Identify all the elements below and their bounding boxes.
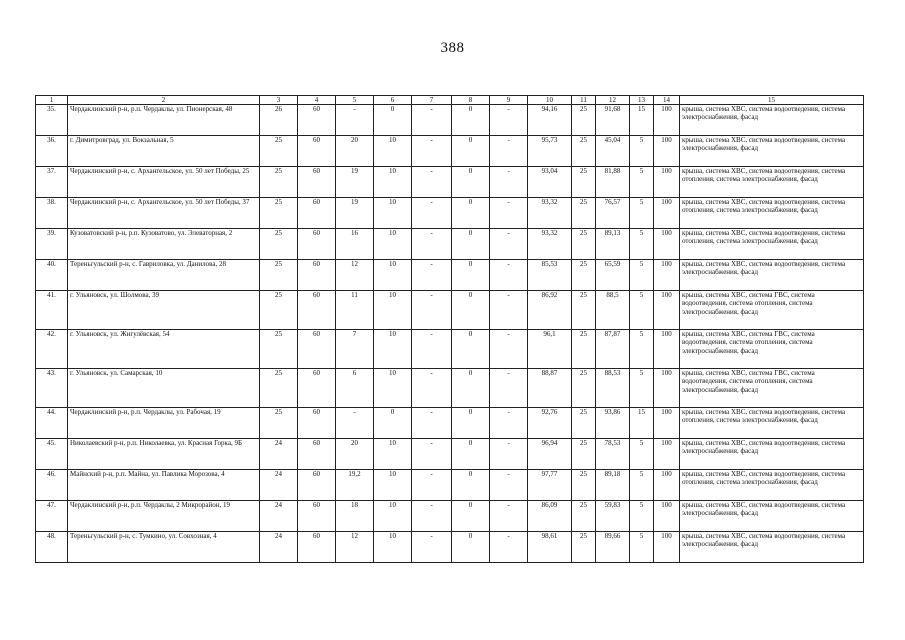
- table-cell-col-9: -: [490, 260, 528, 291]
- table-cell-col-14: 100: [654, 439, 680, 470]
- table-cell-col-7: -: [412, 369, 452, 408]
- table-cell-col-5: 12: [336, 532, 374, 563]
- table-cell-col-7: -: [412, 470, 452, 501]
- column-header-11: 11: [572, 96, 596, 105]
- table-cell-col-10: 95,73: [528, 136, 572, 167]
- table-cell-col-4: 60: [298, 532, 336, 563]
- table-cell-col-1: 40.: [36, 260, 68, 291]
- table-cell-col-13: 15: [630, 408, 654, 439]
- column-header-14: 14: [654, 96, 680, 105]
- table-cell-col-1: 44.: [36, 408, 68, 439]
- table-cell-col-2: Тереньгульский р-н, с. Гавриловка, ул. Данилова, 28: [68, 260, 260, 291]
- table-cell-col-1: 39.: [36, 229, 68, 260]
- table-cell-col-1: 38.: [36, 198, 68, 229]
- table-cell-col-13: 5: [630, 167, 654, 198]
- column-header-13: 13: [630, 96, 654, 105]
- table-cell-col-7: -: [412, 105, 452, 136]
- table-cell-col-2: Майнский р-н, р.п. Майна, ул. Павлика Морозова, 4: [68, 470, 260, 501]
- table-cell-col-8: 0: [452, 167, 490, 198]
- table-cell-col-15: крыша, система ХВС, система водоотведения, система электроснабжения, фасад: [680, 136, 864, 167]
- table-row: [36, 291, 864, 330]
- table-cell-col-10: 92,76: [528, 408, 572, 439]
- table-cell-col-7: -: [412, 136, 452, 167]
- table-cell-col-3: 24: [260, 439, 298, 470]
- table-cell-col-15: крыша, система ХВС, система водоотведения, система отопления, система электроснабжения, фасад: [680, 198, 864, 229]
- table-cell-col-3: 25: [260, 330, 298, 369]
- column-header-15: 15: [680, 96, 864, 105]
- table-cell-col-1: 36.: [36, 136, 68, 167]
- table-cell-col-13: 5: [630, 470, 654, 501]
- column-header-2: 2: [68, 96, 260, 105]
- table-cell-col-8: 0: [452, 330, 490, 369]
- table-cell-col-11: 25: [572, 167, 596, 198]
- table-cell-col-7: -: [412, 330, 452, 369]
- table-cell-col-9: -: [490, 167, 528, 198]
- table-cell-col-5: 12: [336, 260, 374, 291]
- table-cell-col-14: 100: [654, 167, 680, 198]
- table-cell-col-6: 0: [374, 408, 412, 439]
- table-cell-col-2: Чердаклинский р-н, р.п. Чердаклы, ул. Рабочая, 19: [68, 408, 260, 439]
- table-cell-col-13: 5: [630, 291, 654, 330]
- table-cell-col-3: 25: [260, 229, 298, 260]
- table-cell-col-1: 47.: [36, 501, 68, 532]
- table-cell-col-11: 25: [572, 532, 596, 563]
- table-cell-col-9: -: [490, 330, 528, 369]
- table-cell-col-14: 100: [654, 229, 680, 260]
- table-cell-col-1: 48.: [36, 532, 68, 563]
- table-cell-col-1: 45.: [36, 439, 68, 470]
- table-cell-col-14: 100: [654, 260, 680, 291]
- table-cell-col-9: -: [490, 470, 528, 501]
- table-cell-col-12: 89,66: [596, 532, 630, 563]
- table-cell-col-10: 86,92: [528, 291, 572, 330]
- table-row: [36, 439, 864, 470]
- table-cell-col-10: 86,09: [528, 501, 572, 532]
- table-cell-col-15: крыша, система ХВС, система водоотведения, система электроснабжения, фасад: [680, 532, 864, 563]
- table-cell-col-2: г. Ульяновск, ул. Жигулёвская, 54: [68, 330, 260, 369]
- table-cell-col-3: 25: [260, 369, 298, 408]
- table-cell-col-15: крыша, система ХВС, система водоотведения, система электроснабжения, фасад: [680, 105, 864, 136]
- column-header-3: 3: [260, 96, 298, 105]
- table-cell-col-5: 19,2: [336, 470, 374, 501]
- table-cell-col-10: 94,16: [528, 105, 572, 136]
- table-cell-col-8: 0: [452, 501, 490, 532]
- table-cell-col-15: крыша, система ХВС, система водоотведения, система отопления, система электроснабжения, фасад: [680, 408, 864, 439]
- table-cell-col-4: 60: [298, 330, 336, 369]
- table-cell-col-14: 100: [654, 408, 680, 439]
- table-cell-col-2: г. Ульяновск, ул. Самарская, 10: [68, 369, 260, 408]
- table-cell-col-11: 25: [572, 408, 596, 439]
- table-cell-col-5: 19: [336, 167, 374, 198]
- table-cell-col-13: 5: [630, 229, 654, 260]
- table-cell-col-3: 26: [260, 105, 298, 136]
- table-cell-col-11: 25: [572, 501, 596, 532]
- table-cell-col-14: 100: [654, 136, 680, 167]
- table-cell-col-12: 78,53: [596, 439, 630, 470]
- table-cell-col-11: 25: [572, 369, 596, 408]
- table-cell-col-12: 93,86: [596, 408, 630, 439]
- table-cell-col-2: Чердаклинский р-н, р.п. Чердаклы, ул. Пионерская, 48: [68, 105, 260, 136]
- table-cell-col-3: 25: [260, 260, 298, 291]
- column-header-4: 4: [298, 96, 336, 105]
- table-cell-col-8: 0: [452, 408, 490, 439]
- table-cell-col-5: 19: [336, 198, 374, 229]
- table-cell-col-15: крыша, система ХВС, система водоотведения, система отопления, система электроснабжения, фасад: [680, 470, 864, 501]
- table-cell-col-6: 10: [374, 198, 412, 229]
- table-cell-col-3: 24: [260, 501, 298, 532]
- table-row: [36, 532, 864, 563]
- table-cell-col-9: -: [490, 105, 528, 136]
- table-row: [36, 229, 864, 260]
- table-cell-col-6: 10: [374, 229, 412, 260]
- table-cell-col-11: 25: [572, 229, 596, 260]
- table-cell-col-10: 93,32: [528, 198, 572, 229]
- table-cell-col-10: 93,04: [528, 167, 572, 198]
- table-cell-col-11: 25: [572, 260, 596, 291]
- table-cell-col-9: -: [490, 198, 528, 229]
- table-cell-col-4: 60: [298, 291, 336, 330]
- table-cell-col-8: 0: [452, 136, 490, 167]
- table-cell-col-10: 96,94: [528, 439, 572, 470]
- table-cell-col-3: 24: [260, 532, 298, 563]
- table-cell-col-4: 60: [298, 439, 336, 470]
- table-cell-col-5: 6: [336, 369, 374, 408]
- table-cell-col-12: 89,13: [596, 229, 630, 260]
- table-cell-col-5: -: [336, 105, 374, 136]
- table-cell-col-6: 10: [374, 369, 412, 408]
- table-body: [36, 105, 864, 563]
- table-cell-col-7: -: [412, 532, 452, 563]
- table-cell-col-15: крыша, система ХВС, система ГВС, система водоотведения, система отопления, система электроснабжения, фасад: [680, 291, 864, 330]
- column-header-5: 5: [336, 96, 374, 105]
- table-cell-col-7: -: [412, 439, 452, 470]
- table-cell-col-5: 20: [336, 136, 374, 167]
- table-cell-col-14: 100: [654, 330, 680, 369]
- table-cell-col-4: 60: [298, 105, 336, 136]
- table-cell-col-14: 100: [654, 369, 680, 408]
- table-cell-col-1: 43.: [36, 369, 68, 408]
- table-cell-col-15: крыша, система ХВС, система водоотведения, система отопления, система электроснабжения, фасад: [680, 229, 864, 260]
- table-cell-col-5: 7: [336, 330, 374, 369]
- table-cell-col-6: 10: [374, 291, 412, 330]
- column-header-8: 8: [452, 96, 490, 105]
- table-cell-col-1: 42.: [36, 330, 68, 369]
- column-header-6: 6: [374, 96, 412, 105]
- column-header-12: 12: [596, 96, 630, 105]
- table-cell-col-11: 25: [572, 470, 596, 501]
- table-cell-col-4: 60: [298, 501, 336, 532]
- table-cell-col-8: 0: [452, 470, 490, 501]
- table-cell-col-7: -: [412, 291, 452, 330]
- table-cell-col-6: 10: [374, 260, 412, 291]
- table-cell-col-4: 60: [298, 136, 336, 167]
- table-cell-col-15: крыша, система ХВС, система водоотведения, система электроснабжения, фасад: [680, 439, 864, 470]
- table-cell-col-8: 0: [452, 260, 490, 291]
- table-cell-col-10: 97,77: [528, 470, 572, 501]
- table-row: [36, 260, 864, 291]
- table-cell-col-5: 11: [336, 291, 374, 330]
- table-cell-col-1: 35.: [36, 105, 68, 136]
- table-cell-col-15: крыша, система ХВС, система ГВС, система водоотведения, система отопления, система электроснабжения, фасад: [680, 369, 864, 408]
- table-row: [36, 408, 864, 439]
- table-cell-col-14: 100: [654, 532, 680, 563]
- table-cell-col-8: 0: [452, 369, 490, 408]
- registry-table: [35, 95, 864, 563]
- table-cell-col-13: 5: [630, 439, 654, 470]
- table-cell-col-6: 10: [374, 532, 412, 563]
- table-cell-col-4: 60: [298, 470, 336, 501]
- table-cell-col-12: 45,04: [596, 136, 630, 167]
- table-cell-col-5: 20: [336, 439, 374, 470]
- table-cell-col-10: 85,53: [528, 260, 572, 291]
- table-cell-col-12: 87,87: [596, 330, 630, 369]
- page-number: 388: [440, 40, 465, 56]
- table-cell-col-12: 81,88: [596, 167, 630, 198]
- table-cell-col-13: 15: [630, 105, 654, 136]
- table-cell-col-1: 46.: [36, 470, 68, 501]
- table-cell-col-8: 0: [452, 198, 490, 229]
- table-cell-col-11: 25: [572, 105, 596, 136]
- table-cell-col-12: 65,59: [596, 260, 630, 291]
- table-cell-col-2: Чердаклинский р-н, с. Архангельское, ул. 50 лет Победы, 25: [68, 167, 260, 198]
- table-cell-col-11: 25: [572, 136, 596, 167]
- table-cell-col-8: 0: [452, 291, 490, 330]
- table-cell-col-9: -: [490, 136, 528, 167]
- table-cell-col-6: 0: [374, 105, 412, 136]
- table-cell-col-9: -: [490, 229, 528, 260]
- table-cell-col-9: -: [490, 291, 528, 330]
- table-row: [36, 105, 864, 136]
- table-row: [36, 501, 864, 532]
- table-cell-col-1: 37.: [36, 167, 68, 198]
- table-cell-col-6: 10: [374, 167, 412, 198]
- column-header-10: 10: [528, 96, 572, 105]
- table-cell-col-13: 5: [630, 369, 654, 408]
- table-cell-col-6: 10: [374, 439, 412, 470]
- table-cell-col-7: -: [412, 408, 452, 439]
- column-header-9: 9: [490, 96, 528, 105]
- table-cell-col-11: 25: [572, 330, 596, 369]
- table-cell-col-10: 96,1: [528, 330, 572, 369]
- table-row: [36, 136, 864, 167]
- table-cell-col-12: 88,5: [596, 291, 630, 330]
- table-cell-col-6: 10: [374, 470, 412, 501]
- table-cell-col-4: 60: [298, 408, 336, 439]
- table-cell-col-9: -: [490, 369, 528, 408]
- table-cell-col-4: 60: [298, 167, 336, 198]
- table-cell-col-11: 25: [572, 291, 596, 330]
- table-cell-col-3: 25: [260, 408, 298, 439]
- table-cell-col-13: 5: [630, 136, 654, 167]
- table-cell-col-8: 0: [452, 105, 490, 136]
- table-cell-col-13: 5: [630, 260, 654, 291]
- table-cell-col-14: 100: [654, 198, 680, 229]
- table-cell-col-9: -: [490, 501, 528, 532]
- table-cell-col-15: крыша, система ХВС, система водоотведения, система электроснабжения, фасад: [680, 501, 864, 532]
- table-cell-col-3: 25: [260, 198, 298, 229]
- table-cell-col-3: 24: [260, 470, 298, 501]
- table-cell-col-12: 76,57: [596, 198, 630, 229]
- table-cell-col-10: 98,61: [528, 532, 572, 563]
- table-cell-col-8: 0: [452, 229, 490, 260]
- table-cell-col-14: 100: [654, 105, 680, 136]
- table-cell-col-5: 18: [336, 501, 374, 532]
- table-cell-col-12: 88,53: [596, 369, 630, 408]
- table-cell-col-15: крыша, система ХВС, система ГВС, система водоотведения, система отопления, система электроснабжения, фасад: [680, 330, 864, 369]
- table-cell-col-8: 0: [452, 439, 490, 470]
- table-cell-col-9: -: [490, 532, 528, 563]
- table-cell-col-8: 0: [452, 532, 490, 563]
- table-cell-col-10: 88,87: [528, 369, 572, 408]
- table-cell-col-12: 91,68: [596, 105, 630, 136]
- table-cell-col-4: 60: [298, 229, 336, 260]
- table-cell-col-11: 25: [572, 439, 596, 470]
- header-row: [36, 96, 864, 105]
- table-cell-col-3: 25: [260, 291, 298, 330]
- table-row: [36, 470, 864, 501]
- table-cell-col-9: -: [490, 408, 528, 439]
- table-cell-col-9: -: [490, 439, 528, 470]
- table-cell-col-2: Тереньгульский р-н, с. Тумкино, ул. Совхозная, 4: [68, 532, 260, 563]
- table-cell-col-15: крыша, система ХВС, система водоотведения, система отопления, система электроснабжения, фасад: [680, 167, 864, 198]
- table-cell-col-4: 60: [298, 369, 336, 408]
- table-cell-col-1: 41.: [36, 291, 68, 330]
- column-header-1: 1: [36, 96, 68, 105]
- table-cell-col-7: -: [412, 167, 452, 198]
- table-cell-col-4: 60: [298, 260, 336, 291]
- table-row: [36, 369, 864, 408]
- table-cell-col-11: 25: [572, 198, 596, 229]
- table-cell-col-12: 59,83: [596, 501, 630, 532]
- table-cell-col-5: -: [336, 408, 374, 439]
- table-cell-col-7: -: [412, 501, 452, 532]
- table-cell-col-6: 10: [374, 136, 412, 167]
- table-cell-col-2: Кузоватовский р-н, р.п. Кузоватово, ул. Элеваторная, 2: [68, 229, 260, 260]
- table-cell-col-3: 25: [260, 167, 298, 198]
- table-cell-col-12: 89,18: [596, 470, 630, 501]
- table-row: [36, 167, 864, 198]
- table-cell-col-7: -: [412, 260, 452, 291]
- table-cell-col-2: г. Ульяновск, ул. Шолмова, 39: [68, 291, 260, 330]
- table-cell-col-15: крыша, система ХВС, система водоотведения, система электроснабжения, фасад: [680, 260, 864, 291]
- table-cell-col-14: 100: [654, 501, 680, 532]
- table-cell-col-14: 100: [654, 470, 680, 501]
- table-cell-col-14: 100: [654, 291, 680, 330]
- table-cell-col-2: Чердаклинский р-н, с. Архангельское, ул. 50 лет Победы, 37: [68, 198, 260, 229]
- table-cell-col-2: Чердаклинский р-н, р.п. Чердаклы, 2 Микрорайон, 19: [68, 501, 260, 532]
- table-cell-col-2: Николаевский р-н, р.п. Николаевка, ул. Красная Горка, 9Б: [68, 439, 260, 470]
- table-row: [36, 198, 864, 229]
- table-cell-col-6: 10: [374, 501, 412, 532]
- table-cell-col-13: 5: [630, 532, 654, 563]
- table-cell-col-6: 10: [374, 330, 412, 369]
- table-cell-col-4: 60: [298, 198, 336, 229]
- table-cell-col-5: 16: [336, 229, 374, 260]
- table-cell-col-13: 5: [630, 198, 654, 229]
- table-cell-col-7: -: [412, 198, 452, 229]
- table-cell-col-2: г. Димитровград, ул. Вокзальная, 5: [68, 136, 260, 167]
- table-cell-col-13: 5: [630, 330, 654, 369]
- column-header-7: 7: [412, 96, 452, 105]
- table-row: [36, 330, 864, 369]
- table-cell-col-13: 5: [630, 501, 654, 532]
- table-cell-col-3: 25: [260, 136, 298, 167]
- table-cell-col-10: 93,32: [528, 229, 572, 260]
- table-cell-col-7: -: [412, 229, 452, 260]
